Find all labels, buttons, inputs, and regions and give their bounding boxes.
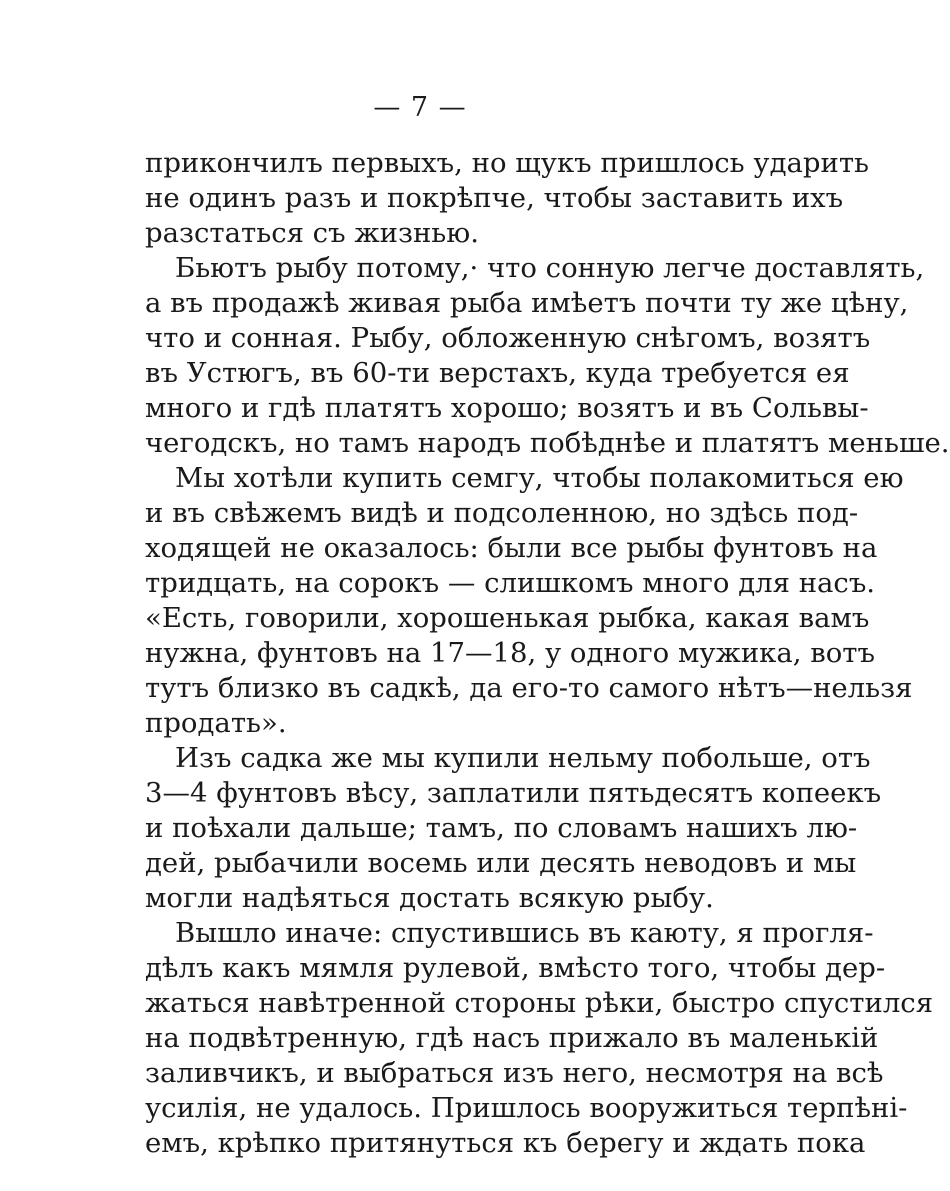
text-line: 3—4 фунтовъ вѣсу, заплатили пятьдесятъ копеекъ bbox=[145, 777, 882, 809]
text-line: могли надѣяться достать всякую рыбу. bbox=[145, 882, 714, 914]
text-line: а въ продажѣ живая рыба имѣетъ почти ту же цѣну, bbox=[145, 287, 909, 319]
paragraph-first-line: Бьютъ рыбу потому,· что сонную легче доставлять, bbox=[175, 252, 925, 284]
text-line: тутъ близко въ садкѣ, да его-то самого нѣтъ—нельзя bbox=[145, 672, 913, 704]
text-line: «Есть, говорили, хорошенькая рыбка, какая вамъ bbox=[145, 602, 870, 634]
text-line: много и гдѣ платятъ хорошо; возятъ и въ Сольвы- bbox=[145, 392, 869, 424]
text-line: въ Устюгъ, въ 60-ти верстахъ, куда требуется ея bbox=[145, 357, 850, 389]
text-line: дѣлъ какъ мямля рулевой, вмѣсто того, чтобы дер- bbox=[145, 952, 886, 984]
page-number: — 7 — bbox=[373, 92, 467, 123]
text-line: емъ, крѣпко притянуться къ берегу и ждать пока bbox=[145, 1127, 866, 1159]
text-line: не одинъ разъ и покрѣпче, чтобы заставить ихъ bbox=[145, 182, 844, 214]
text-line: усилія, не удалось. Пришлось вооружиться терпѣні- bbox=[145, 1092, 908, 1124]
text-line: что и сонная. Рыбу, обложенную снѣгомъ, возятъ bbox=[145, 322, 871, 354]
text-line: на подвѣтренную, гдѣ насъ прижало въ маленькій bbox=[145, 1022, 879, 1054]
text-line: и поѣхали дальше; тамъ, по словамъ нашихъ лю- bbox=[145, 812, 858, 844]
paragraph-first-line: Мы хотѣли купить семгу, чтобы полакомиться ею bbox=[175, 462, 904, 494]
text-line: продать». bbox=[145, 707, 287, 739]
text-line: прикончилъ первыхъ, но щукъ пришлось ударить bbox=[145, 147, 870, 179]
paragraph-first-line: Изъ садка же мы купили нельму побольше, отъ bbox=[175, 742, 871, 774]
text-line: жаться навѣтренной стороны рѣки, быстро спустился bbox=[145, 987, 934, 1019]
paragraph-first-line: Вышло иначе: спустившись въ каюту, я прогля- bbox=[175, 917, 874, 949]
text-line: заливчикъ, и выбраться изъ него, несмотря на всѣ bbox=[145, 1057, 884, 1089]
text-line: дей, рыбачили восемь или десять неводовъ и мы bbox=[145, 847, 857, 879]
text-line: тридцать, на сорокъ — слишкомъ много для насъ. bbox=[145, 567, 876, 599]
text-line: ходящей не оказалось: были все рыбы фунтовъ на bbox=[145, 532, 878, 564]
text-line: нужна, фунтовъ на 17—18, у одного мужика, вотъ bbox=[145, 637, 875, 669]
text-line: разстаться съ жизнью. bbox=[145, 217, 479, 249]
text-line: и въ свѣжемъ видѣ и подсоленною, но здѣсь под- bbox=[145, 497, 859, 529]
text-line: чегодскъ, но тамъ народъ побѣднѣе и платятъ меньше. bbox=[145, 427, 950, 459]
